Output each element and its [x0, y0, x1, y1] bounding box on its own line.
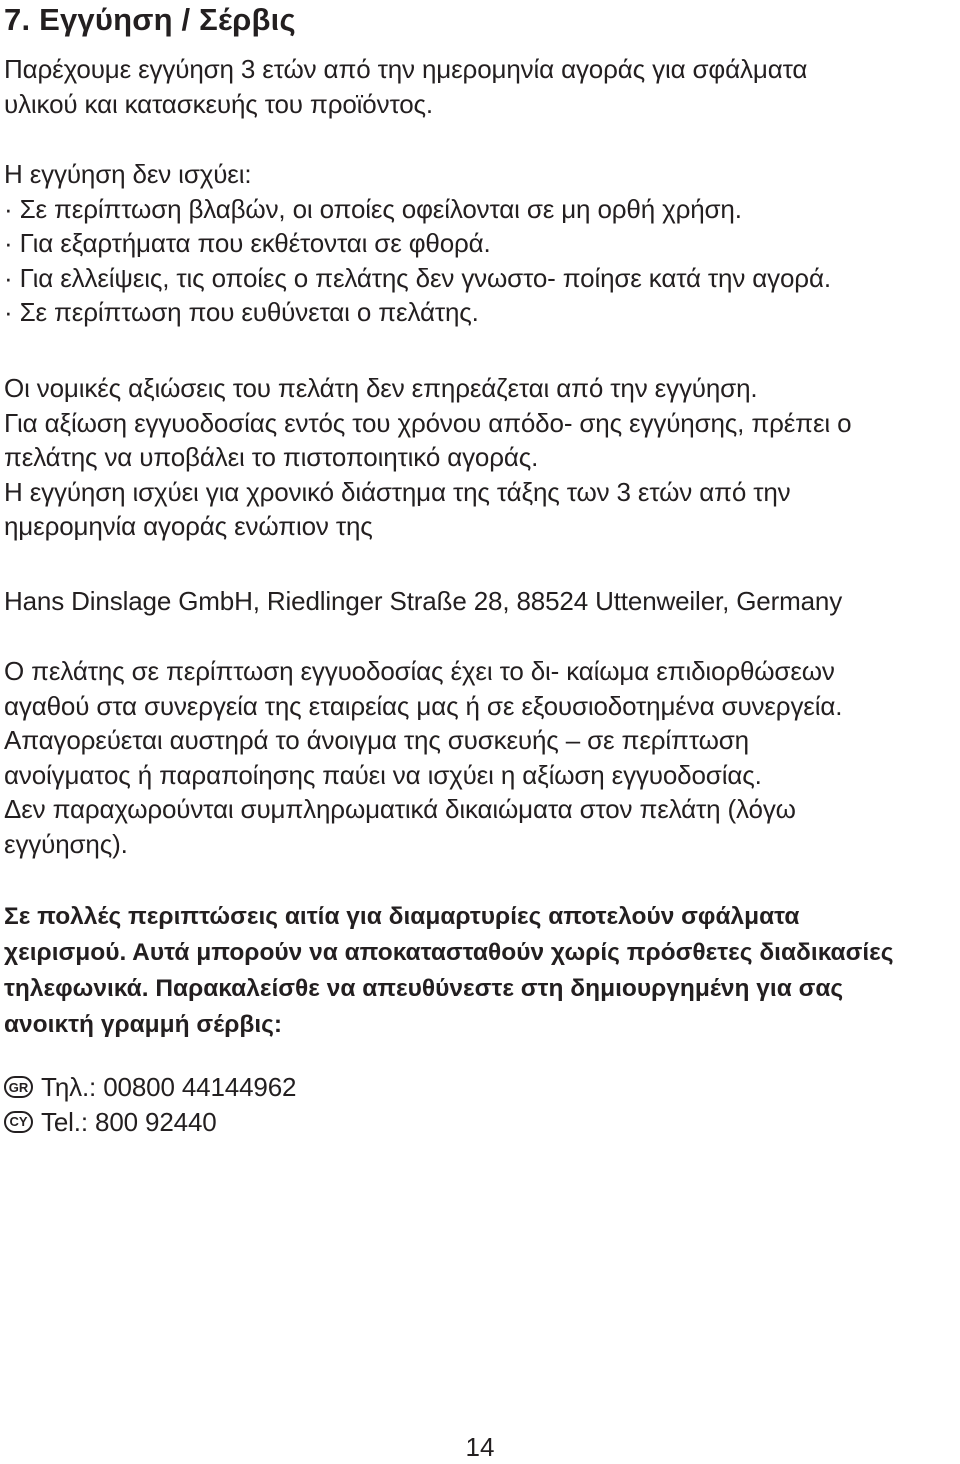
- legal-line: Για αξίωση εγγυοδοσίας εντός του χρόνου απόδο- σης εγγύησης, πρέπει ο: [4, 407, 852, 438]
- repairs-line: ανοίγματος ή παραποίησης παύει να ισχύει η αξίωση εγγυοδοσίας.: [4, 759, 762, 790]
- intro-line: Παρέχουμε εγγύηση 3 ετών από την ημερομηνία αγοράς για σφάλματα: [4, 54, 808, 84]
- exclusion-item: · Σε περίπτωση βλαβών, οι οποίες οφείλονται σε μη ορθή χρήση.: [4, 193, 742, 224]
- repairs-line: Δεν παραχωρούνται συμπληρωματικά δικαιώματα στον πελάτη (λόγω: [4, 794, 796, 824]
- hotline-gr: [4, 1070, 296, 1105]
- repairs-line: εγγύησης).: [4, 828, 128, 859]
- company-address: [4, 584, 842, 619]
- legal-line: πελάτης να υποβάλει το πιστοποιητικό αγοράς.: [4, 442, 539, 472]
- intro-paragraph: [4, 52, 807, 121]
- hotline-gr-number: Τηλ.: 00800 44144962: [41, 1072, 297, 1102]
- exclusions-heading: Η εγγύηση δεν ισχύει:: [4, 159, 252, 189]
- service-note-line: χειρισμού. Αυτά μπορούν να αποκατασταθούν χωρίς πρόσθετες διαδικασίες: [4, 939, 894, 966]
- legal-line: Οι νομικές αξιώσεις του πελάτη δεν επηρεάζεται από την εγγύηση.: [4, 373, 758, 403]
- service-note-line: Σε πολλές περιπτώσεις αιτία για διαμαρτυρίες αποτελούν σφάλματα: [4, 903, 800, 930]
- repairs-line: Ο πελάτης σε περίπτωση εγγυοδοσίας έχει το δι- καίωμα επιδιορθώσεων: [4, 656, 835, 686]
- repairs-paragraph: [4, 654, 842, 861]
- service-note-line: τηλεφωνικά. Παρακαλείσθε να απευθύνεστε στη δημιουργημένη για σας: [4, 975, 844, 1002]
- service-note-line: ανοικτή γραμμή σέρβις:: [4, 1011, 283, 1038]
- exclusions-list: [4, 157, 831, 330]
- legal-line: ημερομηνία αγοράς ενώπιον της: [4, 511, 373, 541]
- hotline-list: [4, 1070, 296, 1139]
- hotline-cy: [4, 1105, 296, 1140]
- legal-line: Η εγγύηση ισχύει για χρονικό διάστημα της τάξης των 3 ετών από την: [4, 476, 791, 507]
- exclusion-item: · Για ελλείψεις, τις οποίες ο πελάτης δεν γνωστο- ποίησε κατά την αγορά.: [4, 262, 831, 293]
- exclusion-item: · Σε περίπτωση που ευθύνεται ο πελάτης.: [4, 297, 479, 327]
- service-note: [4, 899, 894, 1043]
- intro-line: υλικού και κατασκευής του προϊόντος.: [4, 88, 433, 119]
- repairs-line: αγαθού στα συνεργεία της εταιρείας μας ή σε εξουσιοδοτημένα συνεργεία.: [4, 690, 843, 721]
- country-gr-icon: GR: [4, 1076, 33, 1098]
- hotline-cy-number: Tel.: 800 92440: [41, 1106, 217, 1137]
- exclusion-item: · Για εξαρτήματα που εκθέτονται σε φθορά.: [4, 228, 491, 258]
- page-number: 14: [465, 1432, 495, 1462]
- legal-paragraph: [4, 371, 851, 544]
- section-title: 7. Εγγύηση / Σέρβις: [4, 2, 296, 37]
- country-cy-icon: CY: [4, 1111, 33, 1133]
- repairs-line: Απαγορεύεται αυστηρά το άνοιγμα της συσκευής – σε περίπτωση: [4, 725, 749, 755]
- address-line: Hans Dinslage GmbH, Riedlinger Straße 28, 88524 Uttenweiler, Germany: [4, 586, 843, 616]
